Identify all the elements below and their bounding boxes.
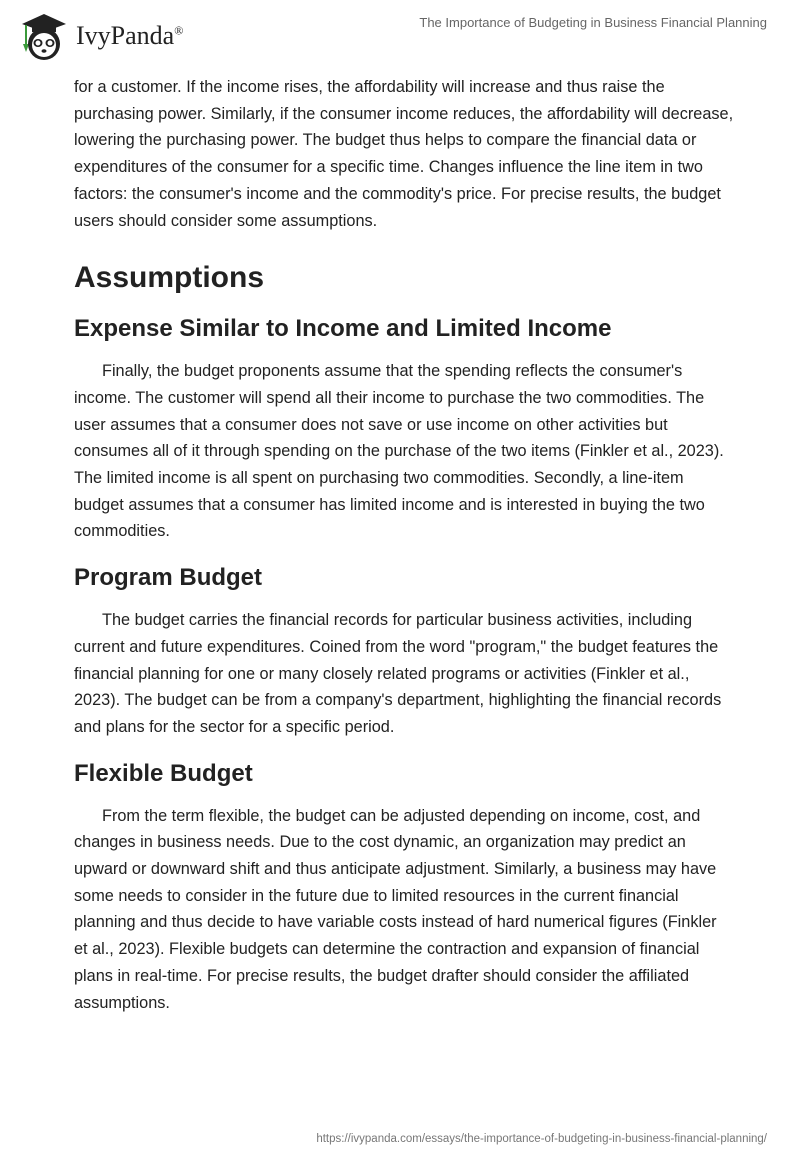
registered-mark: ® xyxy=(174,23,184,38)
document-title: The Importance of Budgeting in Business Financial Planning xyxy=(419,15,767,30)
panda-graduate-icon xyxy=(18,10,70,62)
ivypanda-logo[interactable] xyxy=(18,10,183,62)
source-url[interactable]: https://ivypanda.com/essays/the-importance-of-budgeting-in-business-financial-planning/ xyxy=(316,1133,767,1145)
paragraph-program: The budget carries the financial records for particular business activities, including current and future expenditures. Coined from the word "program," the budget features the financial planning for one or many closely related programs or activities (Finkler et al., 2023). The budget can be from a company's department, highlighting the financial records and plans for the sector for a specific period. xyxy=(74,611,722,736)
intro-paragraph: for a customer. If the income rises, the affordability will increase and thus raise the purchasing power. Similarly, if the consumer income reduces, the affordability will decrease, lowering the purchasing power. The budget thus helps to compare the financial data or expenditures of the consumer for a specific time. Changes influence the line item in two factors: the consumer's income and the commodity's price. For precise results, the budget users should consider some assumptions. xyxy=(74,78,734,230)
paragraph-expense: Finally, the budget proponents assume that the spending reflects the consumer's income. The customer will spend all their income to purchase the two commodities. The user assumes that a consumer does not save or use income on other activities but consumes all of it through spending on the purchase of the two items (Finkler et al., 2023). The limited income is all spent on purchasing two commodities. Secondly, a line-item budget assumes that a consumer has limited income and is interested in buying the two commodities. xyxy=(74,362,724,541)
heading-assumptions: Assumptions xyxy=(74,261,265,295)
heading-flexible-budget: Flexible Budget xyxy=(74,759,253,787)
heading-program-budget: Program Budget xyxy=(74,564,263,592)
heading-expense-similar: Expense Similar to Income and Limited Income xyxy=(74,315,612,343)
essay-body xyxy=(74,74,734,1016)
logo-name: IvyPanda xyxy=(76,21,175,50)
paragraph-flexible: From the term flexible, the budget can be adjusted depending on income, cost, and changes in business needs. Due to the cost dynamic, an organization may predict an upward or downward shift and thus anticipate adjustment. Similarly, a business may have some needs to consider in the future due to limited resources in the current financial planning and thus decide to have variable costs instead of hard numerical figures (Finkler et al., 2023). Flexible budgets can determine the contraction and expansion of financial plans in real-time. For precise results, the budget drafter should consider the affiliated assumptions. xyxy=(74,806,717,1012)
logo-text xyxy=(76,21,183,51)
